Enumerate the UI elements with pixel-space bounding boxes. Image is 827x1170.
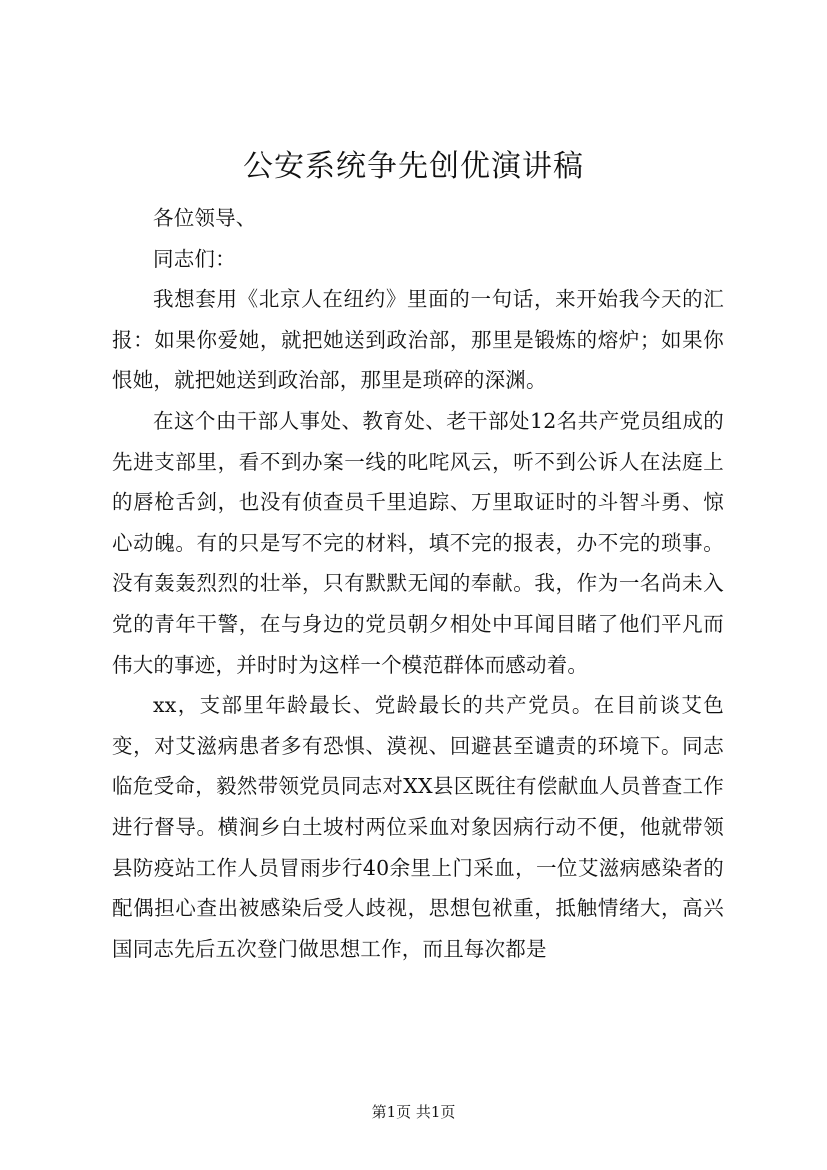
body-paragraph: 在这个由干部人事处、教育处、老干部处12名共产党员组成的先进支部里，看不到办案一线的叱咤风云，听不到公诉人在法庭上的唇枪舌剑，也没有侦查员千里追踪、万里取证时的斗智斗勇、惊心动魄。有的只是写不完的材料，填不完的报表，办不完的琐事。没有轰轰烈烈的壮举，只有默默无闻的奉献。我，作为一名尚未入党的青年干警，在与身边的党员朝夕相处中耳闻目睹了他们平凡而伟大的事迹，并时时为这样一个模范群体而感动着。 [112,408,724,677]
page-number-footer: 第1页 共1页 [371,1103,456,1121]
body-paragraph: xx，支部里年龄最长、党龄最长的共产党员。在目前谈艾色变，对艾滋病患者多有恐惧、漠视、回避甚至谴责的环境下。同志临危受命，毅然带领党员同志对XX县区既往有偿献血人员普查工作进行督导。横涧乡白土坡村两位采血对象因病行动不便，他就带领县防疫站工作人员冒雨步行40余里上门采血，一位艾滋病感染者的配偶担心查出被感染后受人歧视，思想包袱重，抵触情绪大，高兴国同志先后五次登门做思想工作，而且每次都是 [112,693,724,961]
document-body [112,198,724,969]
salutation-line: 同志们： [153,246,236,271]
salutation-line: 各位领导、 [153,206,257,230]
body-paragraph: 我想套用《北京人在纽约》里面的一句话，来开始我今天的汇报：如果你爱她，就把她送到政治部，那里是锻炼的熔炉；如果你恨她，就把她送到政治部，那里是琐碎的深渊。 [112,287,724,393]
document-title: 公安系统争先创优演讲稿 [243,149,584,184]
